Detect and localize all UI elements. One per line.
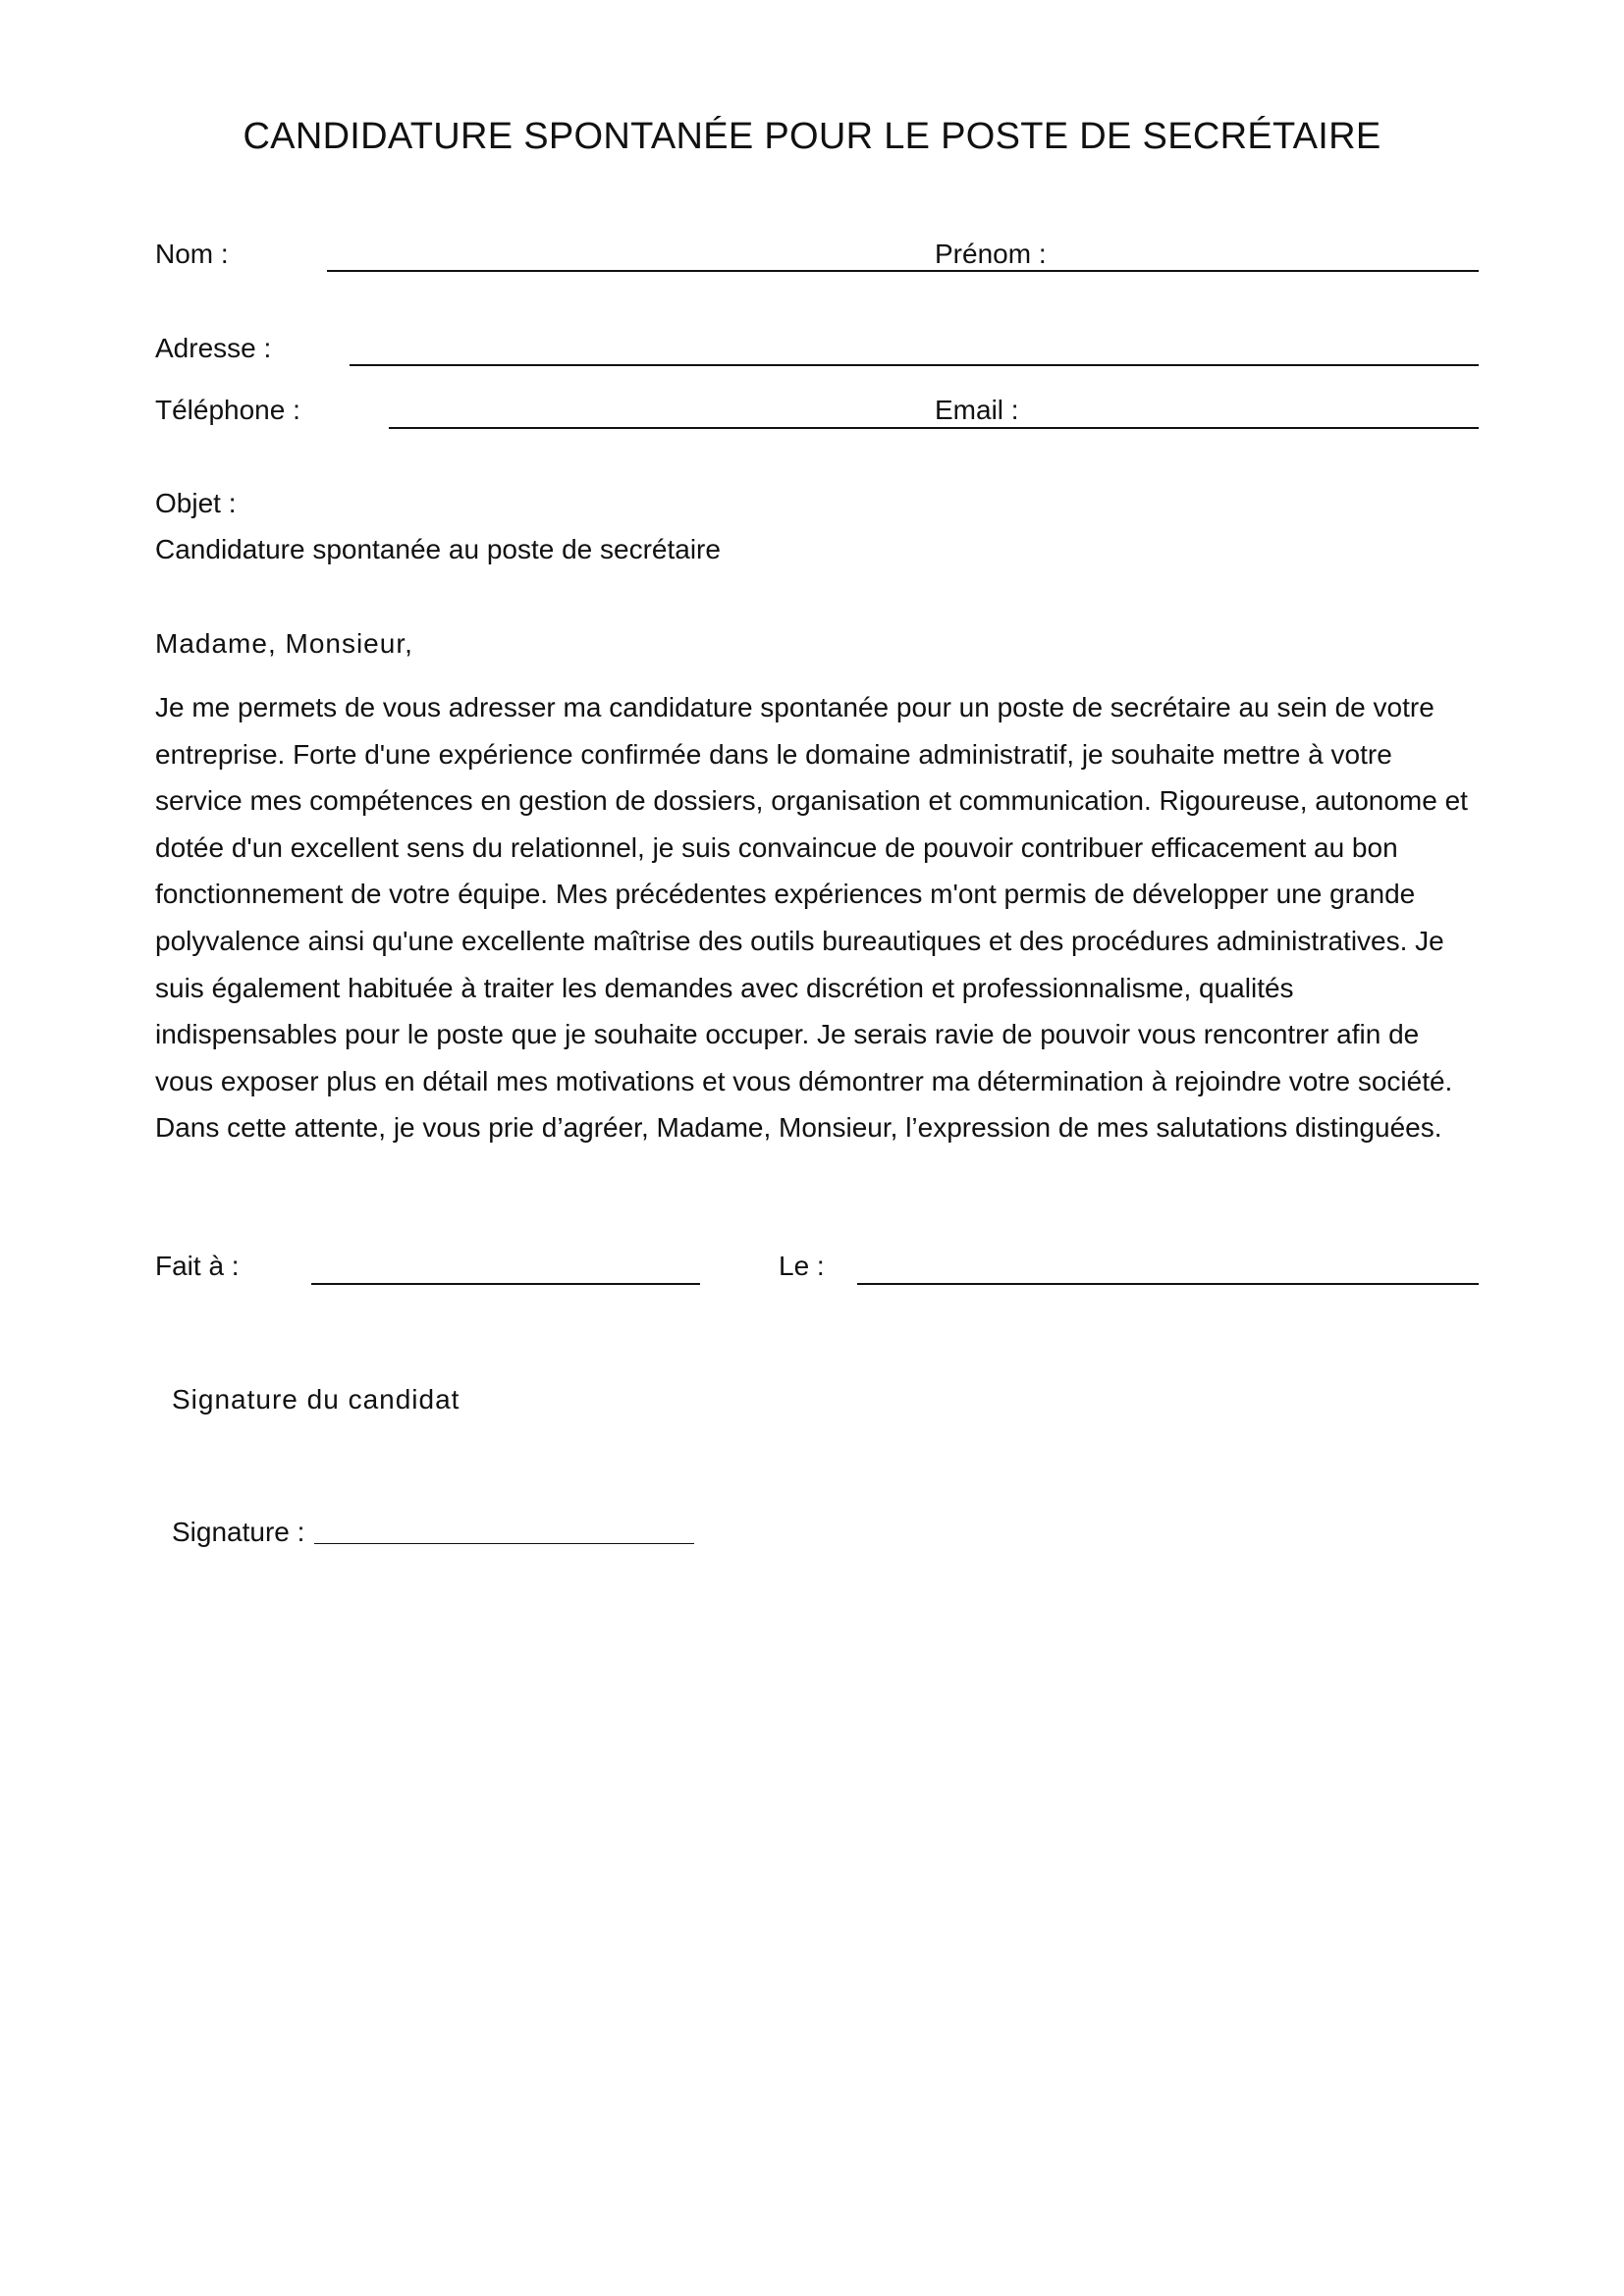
body-line: suis également habituée à traiter les demandes avec discrétion et professionnalisme, qualités bbox=[155, 972, 1294, 1003]
telephone-email-field-line[interactable] bbox=[389, 427, 1479, 429]
objet-label: Objet : bbox=[155, 488, 237, 518]
body-line: fonctionnement de votre équipe. Mes précédentes expériences m'ont permis de développer une grande bbox=[155, 879, 1416, 910]
adresse-label: Adresse : bbox=[155, 333, 272, 363]
document-title: CANDIDATURE SPONTANÉE POUR LE POSTE DE SECRÉTAIRE bbox=[243, 116, 1381, 157]
body-line: entreprise. Forte d'une expérience confirmée dans le domaine administratif, je souhaite mettre à votre bbox=[155, 738, 1392, 770]
body-line: Je me permets de vous adresser ma candidature spontanée pour un poste de secrétaire au sein de votre bbox=[155, 692, 1435, 722]
nom-label: Nom : bbox=[155, 239, 229, 269]
email-label: Email : bbox=[935, 395, 1019, 425]
nom-prenom-field-line[interactable] bbox=[327, 270, 1479, 272]
fait-a-field-line[interactable] bbox=[311, 1283, 700, 1285]
signature-label: Signature : bbox=[172, 1517, 305, 1547]
salutation: Madame, Monsieur, bbox=[155, 628, 413, 659]
le-field-line[interactable] bbox=[857, 1283, 1479, 1285]
signature-field-line[interactable] bbox=[314, 1543, 694, 1544]
le-label: Le : bbox=[779, 1251, 825, 1281]
objet-text: Candidature spontanée au poste de secrétaire bbox=[155, 534, 721, 564]
adresse-field-line[interactable] bbox=[350, 364, 1479, 366]
prenom-label: Prénom : bbox=[935, 239, 1047, 269]
body-line: indispensables pour le poste que je souhaite occuper. Je serais ravie de pouvoir vous rencontrer afin de bbox=[155, 1019, 1420, 1050]
body-line: service mes compétences en gestion de dossiers, organisation et communication. Rigoureuse, autonome et bbox=[155, 785, 1468, 817]
body-line: dotée d'un excellent sens du relationnel, je suis convaincue de pouvoir contribuer efficacement au bon bbox=[155, 831, 1398, 863]
signature-heading: Signature du candidat bbox=[172, 1384, 460, 1415]
fait-a-label: Fait à : bbox=[155, 1251, 240, 1281]
body-line: Dans cette attente, je vous prie d’agréer, Madame, Monsieur, l’expression de mes salutations distinguées. bbox=[155, 1112, 1442, 1144]
body-line: polyvalence ainsi qu'une excellente maîtrise des outils bureautiques et des procédures administratives. Je bbox=[155, 925, 1444, 956]
body-line: vous exposer plus en détail mes motivations et vous démontrer ma détermination à rejoindre votre société. bbox=[155, 1065, 1453, 1096]
letter-body bbox=[155, 684, 1476, 1151]
telephone-label: Téléphone : bbox=[155, 395, 300, 425]
